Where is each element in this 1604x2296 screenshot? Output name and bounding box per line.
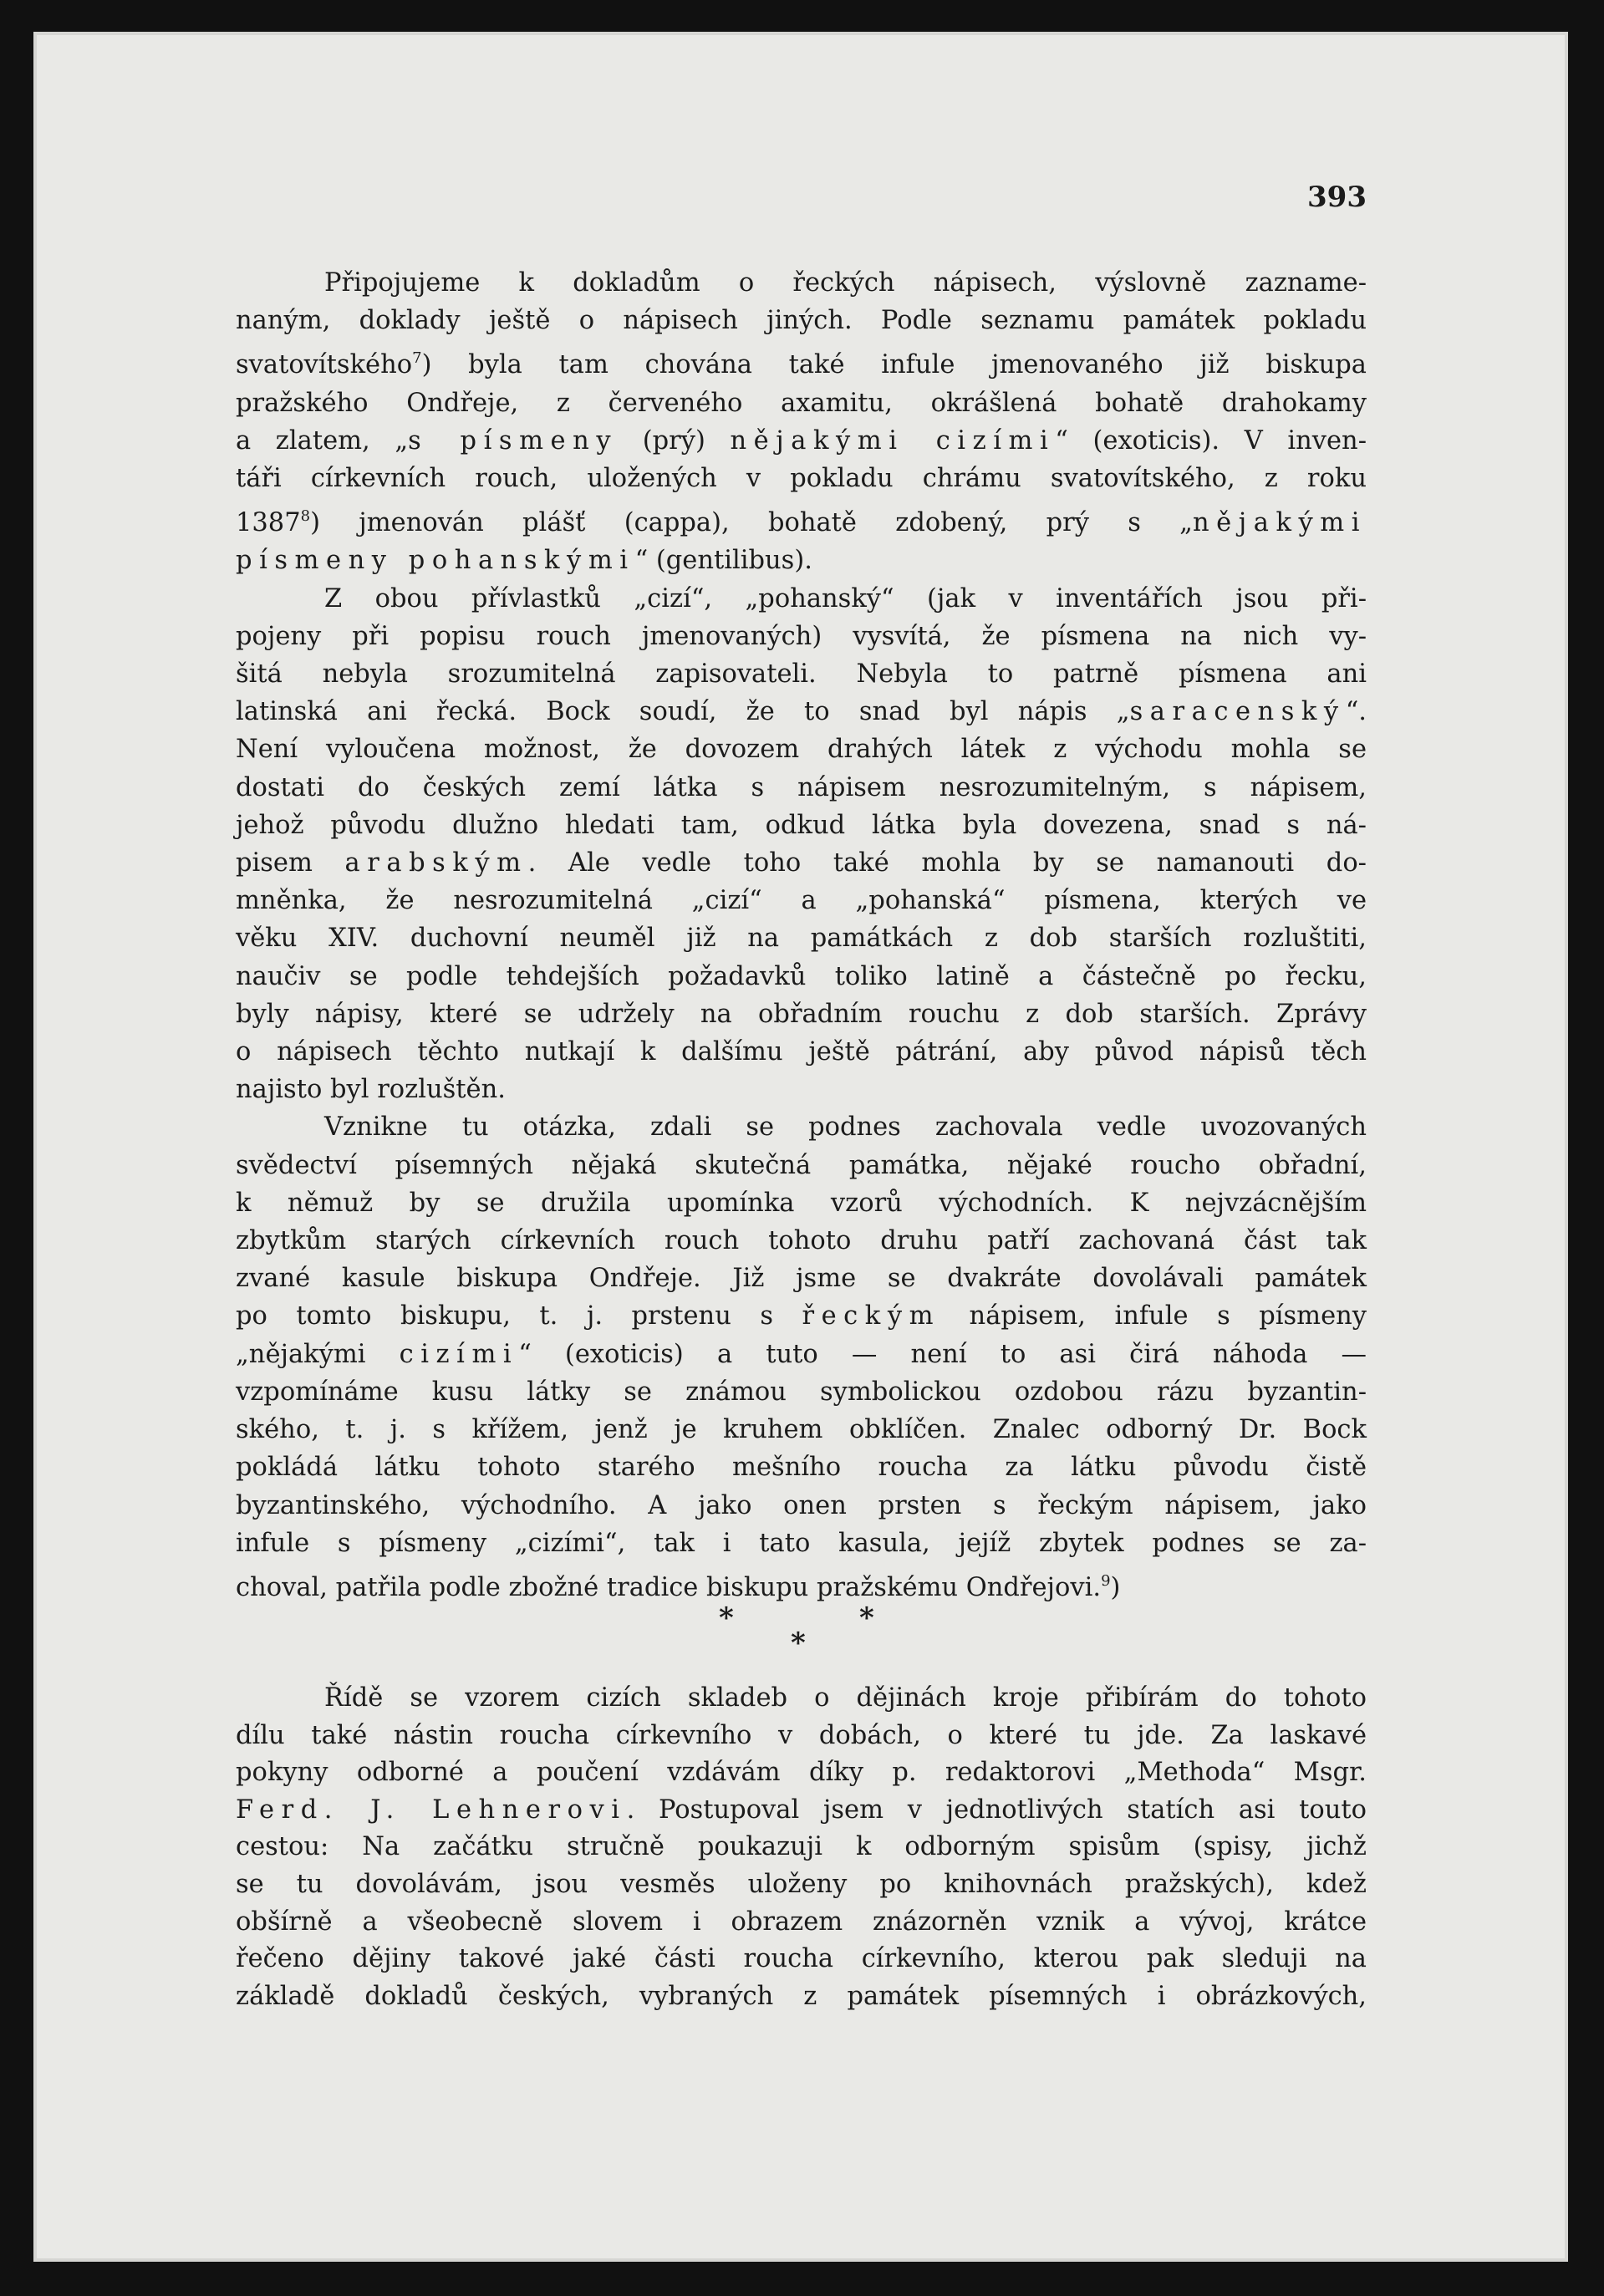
spaced-emphasis: řeckým — [802, 1301, 941, 1331]
text-line: zvané kasule biskupa Ondřeje. Již jsme se dvakráte dovolávali památek — [236, 1264, 1367, 1294]
text-line: zbytkům starých církevních rouch tohoto druhu patří zachovaná část tak — [236, 1226, 1367, 1256]
page-number: 393 — [1307, 181, 1367, 214]
text-line: naučiv se podle tehdejších požadavků toliko latině a částečně po řecku, — [236, 961, 1367, 991]
main-text-lower — [236, 1680, 1367, 2015]
text-line: o nápisech těchto nutkají k dalšímu ještě pátrání, aby původ nápisů těch — [236, 1037, 1367, 1067]
book-page — [33, 32, 1568, 2262]
spaced-emphasis: arabským — [344, 848, 528, 878]
text-line: latinská ani řecká. Bock soudí, že to snad byl nápis „saracenský“. — [236, 697, 1367, 727]
spaced-emphasis: s písmeny — [408, 425, 619, 456]
asterisk: * — [791, 1627, 806, 1660]
spaced-emphasis: Ferd. J. Lehnerovi — [236, 1795, 627, 1825]
text-line: choval, patřila podle zbožné tradice biskupu pražskému Ondřejovi.$^9$) — [236, 1571, 1121, 1602]
text-line: a zlatem, „s písmeny (prý) nějakými cizími“ (exoticis). V inven- — [236, 425, 1367, 456]
text-line: 1387$^8$) jmenován plášť (cappa), bohatě zdobený, prý s „nějakými — [236, 507, 1367, 538]
text-line: obšírně a všeobecně slovem i obrazem znázorněn vznik a vývoj, krátce — [236, 1907, 1367, 1937]
text-line: svědectví písemných nějaká skutečná památka, nějaké roucho obřadní, — [236, 1150, 1367, 1180]
text-line: pojeny při popisu rouch jmenovaných) vysvítá, že písmena na nich vy- — [236, 621, 1367, 651]
text-line: základě dokladů českých, vybraných z památek písemných i obrázkových, — [236, 1981, 1367, 2011]
footnote-ref: 9 — [1101, 1571, 1111, 1590]
text-line: pražského Ondřeje, z červeného axamitu, okrášlená bohatě drahokamy — [236, 388, 1367, 418]
text-line: byzantinského, východního. A jako onen prsten s řeckým nápisem, jako — [236, 1490, 1367, 1520]
text-line: pokyny odborné a poučení vzdávám díky p. redaktorovi „Methoda“ Msgr. — [236, 1758, 1367, 1788]
asterisk: * — [859, 1601, 874, 1635]
text-line: pisem arabským. Ale vedle toho také mohla by se namanouti do- — [236, 848, 1367, 878]
text-line: táři církevních rouch, uložených v pokladu chrámu svatovítského, z roku — [236, 464, 1367, 494]
text-line: vzpomínáme kusu látky se známou symbolickou ozdobou rázu byzantin- — [236, 1377, 1367, 1407]
text-line: ského, t. j. s křížem, jenž je kruhem obklíčen. Znalec odborný Dr. Bock — [236, 1415, 1367, 1445]
text-line: řečeno dějiny takové jaké části roucha církevního, kterou pak sleduji na — [236, 1944, 1367, 1974]
text-line: jehož původu dlužno hledati tam, odkud látka byla dovezena, snad s ná- — [236, 810, 1367, 840]
spaced-emphasis: saracenský — [1129, 697, 1346, 727]
text-line: Připojujeme k dokladům o řeckých nápisech, výslovně zazname- — [324, 268, 1367, 298]
text-line: Z obou přívlastků „cizí“, „pohanský“ (jak v inventářích jsou při- — [324, 583, 1367, 613]
text-line: Vznikne tu otázka, zdali se podnes zachovala vedle uvozovaných — [324, 1112, 1367, 1143]
text-line: písmeny pohanskými“ (gentilibus). — [236, 546, 812, 576]
asterisk: * — [719, 1601, 734, 1635]
footnote-ref: 8 — [300, 507, 311, 526]
text-line: k němuž by se družila upomínka vzorů východních. K nejvzácnějším — [236, 1188, 1367, 1218]
text-line: věku XIV. duchovní neuměl již na památkách z dob starších rozluštiti, — [236, 924, 1367, 954]
spaced-emphasis: písmeny pohanskými — [236, 546, 635, 576]
spaced-emphasis: nějakými cizími — [730, 425, 1056, 456]
text-line: pokládá látku tohoto starého mešního roucha za látku původu čistě — [236, 1453, 1367, 1483]
text-line: byly nápisy, které se udržely na obřadním rouchu z dob starších. Zprávy — [236, 999, 1367, 1029]
section-divider-asterisks — [719, 1601, 886, 1660]
text-line: naným, doklady ještě o nápisech jiných. Podle seznamu památek pokladu — [236, 306, 1367, 336]
main-text-upper — [236, 264, 1367, 1606]
text-line: najisto byl rozluštěn. — [236, 1075, 506, 1105]
text-line: šitá nebyla srozumitelná zapisovateli. Nebyla to patrně písmena ani — [236, 659, 1367, 690]
text-line: svatovítského$^7$) byla tam chována také infule jmenovaného již biskupa — [236, 349, 1367, 380]
text-line: dostati do českých zemí látka s nápisem nesrozumitelným, s nápisem, — [236, 772, 1367, 802]
text-line: Není vyloučena možnost, že dovozem drahých látek z východu mohla se — [236, 735, 1367, 765]
text-line: Ferd. J. Lehnerovi. Postupoval jsem v jednotlivých statích asi touto — [236, 1795, 1367, 1825]
text-line: mněnka, že nesrozumitelná „cizí“ a „pohanská“ písmena, kterých ve — [236, 886, 1367, 916]
spaced-emphasis: cizími — [399, 1339, 519, 1369]
text-line: infule s písmeny „cizími“, tak i tato kasula, jejíž zbytek podnes se za- — [236, 1528, 1367, 1558]
spaced-emphasis: nějakými — [1192, 508, 1367, 538]
footnote-ref: 7 — [412, 349, 422, 368]
text-line: Řídě se vzorem cizích skladeb o dějinách kroje přibírám do tohoto — [324, 1683, 1367, 1713]
text-line: se tu dovolávám, jsou vesměs uloženy po knihovnách pražských), kdež — [236, 1869, 1367, 1899]
text-line: dílu také nástin roucha církevního v dobách, o které tu jde. Za laskavé — [236, 1720, 1367, 1750]
text-line: „nějakými cizími“ (exoticis) a tuto — není to asi čirá náhoda — — [236, 1339, 1367, 1369]
text-line: cestou: Na začátku stručně poukazuji k odborným spisům (spisy, jichž — [236, 1832, 1367, 1862]
text-line: po tomto biskupu, t. j. prstenu s řeckým nápisem, infule s písmeny — [236, 1301, 1367, 1331]
